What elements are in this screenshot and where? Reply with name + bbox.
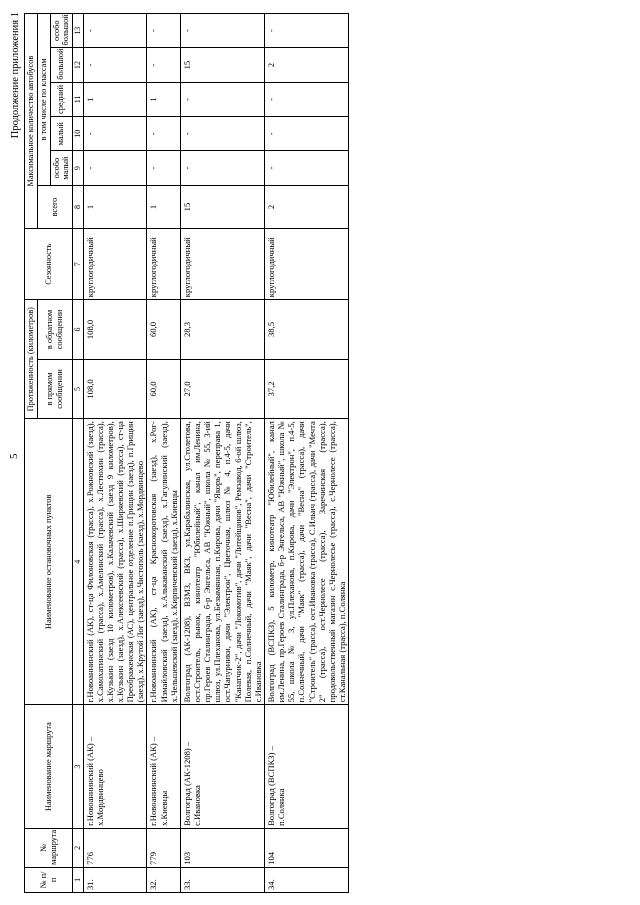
column-number: 8 <box>73 185 83 228</box>
header-row-1 <box>25 14 38 893</box>
column-number: 3 <box>73 705 83 829</box>
buses-large: - <box>147 48 180 82</box>
seasonality: круглогодичный <box>264 229 348 300</box>
buses-total: 2 <box>264 185 348 228</box>
route-name: г.Новоаннинский (АК) – х.Киевцы <box>147 705 180 829</box>
buses-small: - <box>180 117 264 151</box>
table-row <box>83 14 147 893</box>
buses-extra-small: - <box>264 151 348 185</box>
route-number: 104 <box>264 828 348 867</box>
row-number: 32. <box>147 867 180 892</box>
buses-medium: 1 <box>83 82 147 116</box>
buses-small: - <box>147 117 180 151</box>
table-row <box>180 14 264 893</box>
column-number: 7 <box>73 229 83 300</box>
buses-small: - <box>83 117 147 151</box>
column-number: 11 <box>73 82 83 116</box>
buses-extra-large: - <box>180 14 264 48</box>
header-class-small: малый <box>50 117 73 151</box>
route-number: 779 <box>147 828 180 867</box>
route-stops: г.Новоаннинский (АК), ст-ца Филоновская (трасса), х.Рожновский (заезд), х.Самохатинский (трасса), х.Амелинский (трасса), х.Лестюхин (трасса), х.Кузькин (заезд 10 километров), х.Калачевский (заезд 9 километров), х.Кузькин (заезд), х.Алексеевский (трасса), х.Ширяевский (трасса), ст-ца Преображенская (АС), центральное отделение п.Грищин (заезд), п.Грищин (заезд), х.Крутой Лог (заезд), х.Чистополь (заезд), х.Мордвинцево <box>83 419 147 705</box>
header-route-no: № маршрута <box>25 828 73 867</box>
column-number: 6 <box>73 300 83 360</box>
buses-total: 1 <box>83 185 147 228</box>
column-number: 1 <box>73 867 83 892</box>
header-route-name: Наименование маршрута <box>25 705 73 829</box>
row-number: 33. <box>180 867 264 892</box>
route-number: 103 <box>180 828 264 867</box>
column-number: 4 <box>73 419 83 705</box>
header-class-extra-small: особо малый <box>50 151 73 185</box>
buses-extra-large: - <box>83 14 147 48</box>
row-number: 31. <box>83 867 147 892</box>
buses-extra-small: - <box>180 151 264 185</box>
length-back: 60,0 <box>147 300 180 360</box>
route-stops: г.Новоаннинский (АК), ст-ца Краснокоротовская (заезд), х.Рог-Измайловский (заезд), х.Алькаванский (заезд), х.Гагулинский (заезд), х.Чельшевский (заезд), х.Кирпичевский (заезд), х.Киевцы <box>147 419 180 705</box>
routes-table <box>24 13 349 893</box>
header-length: Протяженность (километров) <box>25 300 38 419</box>
route-name: Волгоград (АК-1208) – с.Ивановка <box>180 705 264 829</box>
length-back: 108,0 <box>83 300 147 360</box>
buses-extra-small: - <box>147 151 180 185</box>
column-number: 5 <box>73 359 83 419</box>
buses-extra-large: - <box>264 14 348 48</box>
buses-total: 1 <box>147 185 180 228</box>
route-name: Волгоград (ВСПКЗ) – п.Солянка <box>264 705 348 829</box>
buses-large: 2 <box>264 48 348 82</box>
buses-total: 15 <box>180 185 264 228</box>
seasonality: круглогодичный <box>147 229 180 300</box>
route-number: 776 <box>83 828 147 867</box>
buses-large: - <box>83 48 147 82</box>
length-back: 28,3 <box>180 300 264 360</box>
route-stops: Волгоград (ВСПКЗ), 5 километр, кинотеатр "Юбилейный", канал им.Ленина, пр.Героев Сталинграда, б-р Энгельса, АВ "Южный", школа № 55, школа № 3, ул.Плеханова, п.Кирова, дачи "Электрон", п.4-5, п.Солнечный, дачи "Маяк" (трасса), дачи "Весна" (трасса), дачи "Строитель" (трасса), ост.Ивановка (трасса), С.Ильич (трасса), дачи "Мечта 2" (трасса), ост.Чернолесе (трасса), Заречинская (трасса), продовольственный магазин с.Чернолесье (трасса), с.Чернолесе (трасса), ст.Канальная (трасса), п.Солянка <box>264 419 348 705</box>
appendix-continuation-note: Продолжение приложения 1 <box>10 12 21 139</box>
length-forward: 37,2 <box>264 359 348 419</box>
header-class-large: большой <box>50 48 73 82</box>
column-number: 9 <box>73 151 83 185</box>
buses-medium: - <box>264 82 348 116</box>
header-by-class: в том числе по классам <box>37 14 50 186</box>
header-length-back: в обратном сообщении <box>37 300 72 360</box>
seasonality: круглогодичный <box>83 229 147 300</box>
seasonality: круглогодичный <box>180 229 264 300</box>
buses-medium: 1 <box>147 82 180 116</box>
page-number: 5 <box>8 453 20 459</box>
column-number-row <box>73 14 83 893</box>
length-back: 38,5 <box>264 300 348 360</box>
length-forward: 27,0 <box>180 359 264 419</box>
buses-medium: - <box>180 82 264 116</box>
header-class-extra-large: особо большой <box>50 14 73 48</box>
column-number: 12 <box>73 48 83 82</box>
buses-extra-small: - <box>83 151 147 185</box>
length-forward: 108,0 <box>83 359 147 419</box>
column-number: 10 <box>73 117 83 151</box>
header-row-no: № п/п <box>25 867 73 892</box>
column-number: 13 <box>73 14 83 48</box>
route-name: г.Новоаннинский (АК) – х.Мордвинцево <box>83 705 147 829</box>
column-number: 2 <box>73 828 83 867</box>
route-stops: Волгоград (АК-1208), ВЗМЗ, ВКЗ, ул.Карабалинская, ул.Столетова, ост.Строитель, рынок, кинотеатр "Юбилейный", канал им.Ленина, пр.Героев Сталинграда, б-р Энгельса, АВ "Южный", школа № 55, 3-ий шлюз, ул.Плеханова, ул.Безымянная, п.Кирова, дачи "Якорь", переправа 1, ост.Чапурники, дачи "Электрон", Цветочная, шлюз № 4, п.4-5, дачи "Канатчик-2", дачи "Локомотив", дачи "Литейщиков", Ремзавод, 6-ой шлюз, Полевая, п.Солнечный, дачи "Маяк", дачи "Весна", дачи "Строитель", с.Ивановка <box>180 419 264 705</box>
header-length-forward: в прямом сообщении <box>37 359 72 419</box>
buses-extra-large: - <box>147 14 180 48</box>
buses-small: - <box>264 117 348 151</box>
row-number: 34. <box>264 867 348 892</box>
table-row <box>264 14 348 893</box>
table-row <box>147 14 180 893</box>
buses-large: 15 <box>180 48 264 82</box>
length-forward: 60,0 <box>147 359 180 419</box>
header-class-medium: средний <box>50 82 73 116</box>
header-total: всего <box>37 185 72 228</box>
header-season: Сезонность <box>25 229 73 300</box>
header-max-buses: Максимальное количество автобусов <box>25 14 38 229</box>
header-stops: Наименование остановочных пунктов <box>25 419 73 705</box>
